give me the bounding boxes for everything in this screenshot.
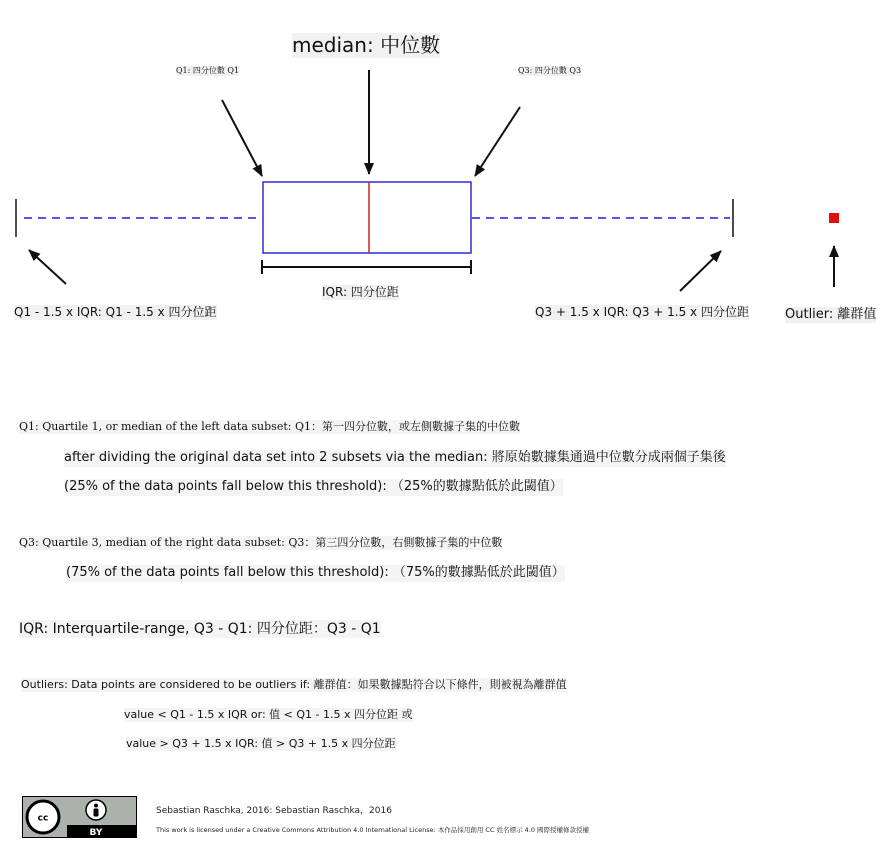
badge-by-text: BY <box>89 828 103 838</box>
outlier-point <box>829 213 839 223</box>
q1-arrow <box>222 100 262 176</box>
outliers-note-line2: value < Q1 - 1.5 x IQR or: 值 < Q1 - 1.5 x 四分位距 或 <box>124 708 413 721</box>
lower-whisker-label: Q1 - 1.5 x IQR: Q1 - 1.5 x 四分位距 <box>14 305 217 319</box>
license-text[interactable]: This work is licensed under a Creative Commons Attribution 4.0 International License: 本作品採用創用 CC 姓名標示 4.0 國際授權條款授權 <box>156 826 590 834</box>
q3-label: Q3: 四分位數 Q3 <box>518 66 582 75</box>
upper-whisker-arrow <box>680 251 721 291</box>
cc-by-license-badge[interactable] <box>22 796 137 838</box>
svg-text:cc: cc <box>37 813 49 824</box>
q1-note-line2: after dividing the original data set into 2 subsets via the median: 將原始數據集通過中位數分成兩個子集後 <box>64 450 726 465</box>
lower-whisker-arrow <box>29 250 66 284</box>
attribution-person-icon <box>86 800 106 820</box>
creative-commons-icon <box>27 801 59 833</box>
outliers-note-line3: value > Q3 + 1.5 x IQR: 值 > Q3 + 1.5 x 四分位距 <box>126 737 396 750</box>
iqr-label: IQR: 四分位距 <box>322 285 399 299</box>
outlier-label: Outlier: 離群值 <box>785 307 877 322</box>
iqr-note: IQR: Interquartile-range, Q3 - Q1: 四分位距：Q3 - Q1 <box>19 621 381 637</box>
q3-arrow <box>475 107 520 176</box>
upper-whisker-label: Q3 + 1.5 x IQR: Q3 + 1.5 x 四分位距 <box>535 305 749 319</box>
q1-note-line3: (25% of the data points fall below this threshold): （25%的數據點低於此閾值） <box>64 479 563 494</box>
median-label: median: 中位數 <box>292 33 441 57</box>
iqr-box <box>263 182 471 253</box>
q1-label: Q1: 四分位數 Q1 <box>176 66 240 75</box>
author-credit: Sebastian Raschka, 2016: Sebastian Raschka，2016 <box>156 806 392 816</box>
q1-note-line1: Q1: Quartile 1, or median of the left data subset: Q1：第一四分位數，或左側數據子集的中位數 <box>19 420 520 433</box>
q3-note-line1: Q3: Quartile 3, median of the right data subset: Q3：第三四分位數，右側數據子集的中位數 <box>19 536 503 549</box>
q3-note-line2: (75% of the data points fall below this threshold): （75%的數據點低於此閾值） <box>66 565 565 580</box>
outliers-note-line1: Outliers: Data points are considered to be outliers if: 離群值：如果數據點符合以下條件，則被視為離群值 <box>21 678 567 691</box>
